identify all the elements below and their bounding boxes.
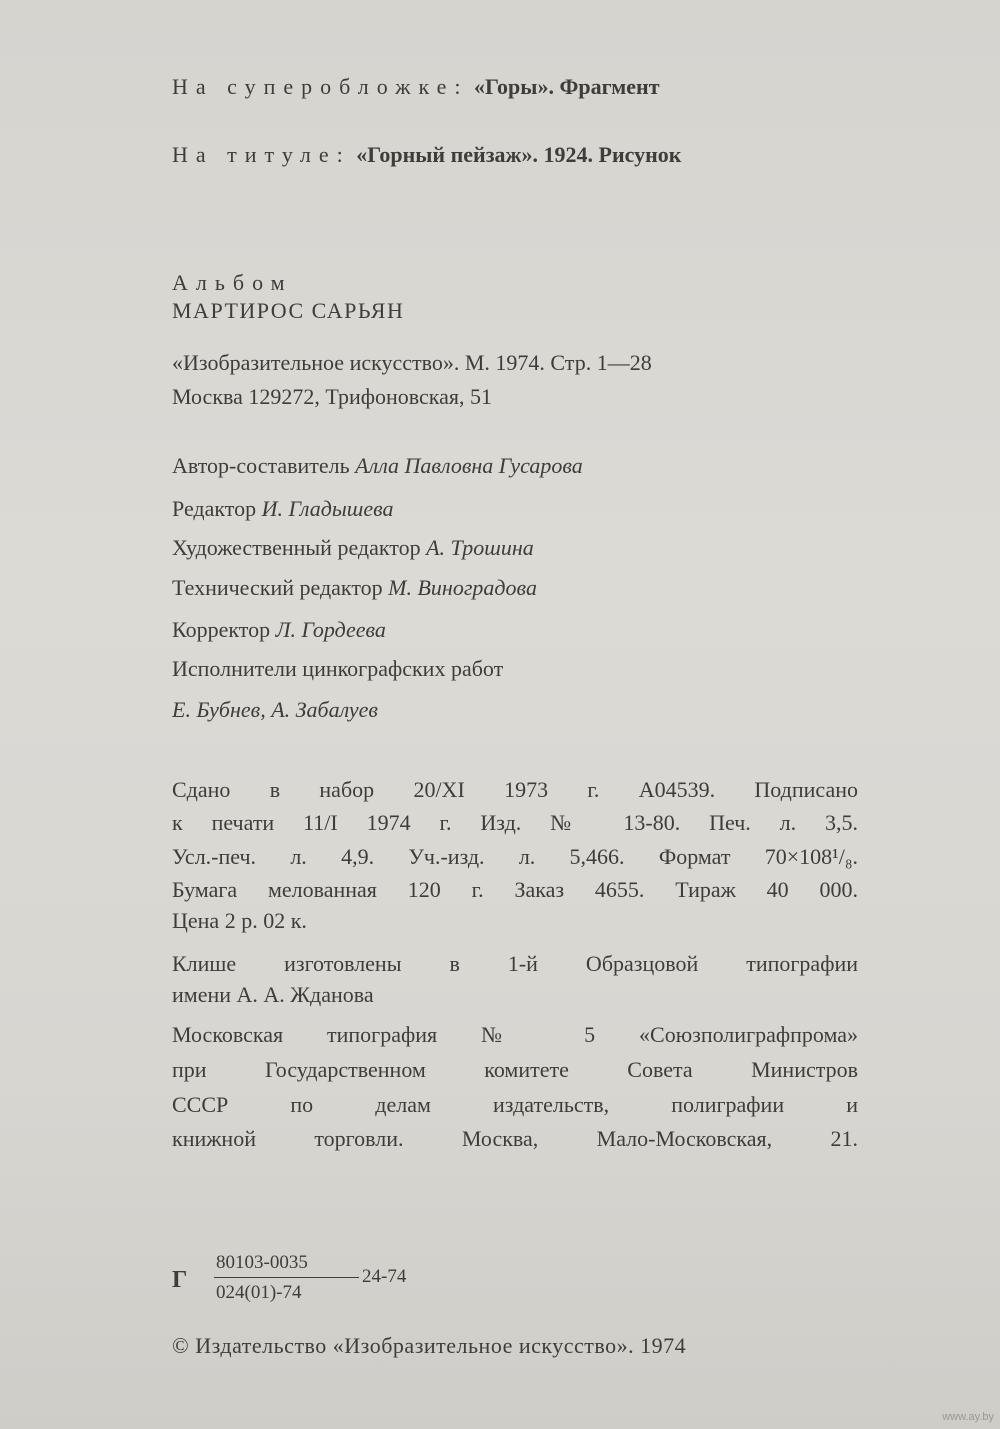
imprint-line: к печати 11/I 1974 г. Изд. № 13-80. Печ. л. 3,5. [172, 810, 858, 835]
credit-name: А. Трошина [426, 535, 534, 560]
cipher-fraction-bar [214, 1277, 359, 1278]
credit-row [172, 617, 386, 643]
publication-cipher [172, 1252, 432, 1322]
credit-row [172, 535, 534, 561]
cliche-line: Клише изготовлены в 1-й Образцовой типографии [172, 951, 858, 976]
credit-name: М. Виноградова [388, 575, 537, 600]
cover-note-label: На суперобложке: [172, 74, 469, 99]
imprint-line: Сдано в набор 20/XI 1973 г. А04539. Подписано [172, 777, 858, 802]
imprint-line: Усл.-печ. л. 4,9. Уч.-изд. л. 5,466. Формат 70×108¹/₈. [172, 844, 858, 869]
printer-line: СССР по делам издательств, полиграфии и [172, 1092, 858, 1117]
imprint-line: Бумага мелованная 120 г. Заказ 4655. Тираж 40 000. [172, 877, 858, 902]
credit-role: Редактор [172, 496, 257, 521]
album-title: МАРТИРОС САРЬЯН [172, 298, 405, 323]
credit-name: Л. Гордеева [275, 617, 386, 642]
title-note [172, 142, 681, 168]
cipher-numerator: 80103-0035 [216, 1252, 308, 1273]
credit-row [172, 575, 537, 601]
cipher-denominator: 024(01)-74 [216, 1282, 302, 1303]
cipher-letter: Г [172, 1267, 188, 1293]
credit-role: Корректор [172, 617, 271, 642]
imprint-line: Цена 2 р. 02 к. [172, 908, 307, 933]
cliche-line: имени А. А. Жданова [172, 982, 374, 1007]
credit-role: Исполнители цинкографских работ [172, 656, 504, 681]
credit-row [172, 453, 583, 479]
credit-name: Е. Бубнев, А. Забалуев [172, 697, 378, 722]
album-type: Альбом [172, 270, 293, 295]
publisher-line: «Изобразительное искусство». М. 1974. Стр. 1—28 [172, 350, 652, 375]
credit-row [172, 496, 394, 522]
credit-row [172, 697, 378, 723]
watermark: www.ay.by [942, 1411, 994, 1423]
printer-line: книжной торговли. Москва, Мало-Московская, 21. [172, 1126, 858, 1151]
credit-role: Технический редактор [172, 575, 383, 600]
printer-line: Московская типография № 5 «Союзполиграфпрома» [172, 1022, 858, 1047]
cover-note [172, 74, 660, 100]
address-line: Москва 129272, Трифоновская, 51 [172, 384, 493, 409]
title-note-value: «Горный пейзаж». 1924. Рисунок [356, 142, 682, 167]
copyright-line: © Издательство «Изобразительное искусство». 1974 [172, 1333, 687, 1358]
title-note-label: На титуле: [172, 142, 351, 167]
credit-name: Алла Павловна Гусарова [355, 453, 583, 478]
credit-role: Автор-составитель [172, 453, 350, 478]
credit-name: И. Гладышева [261, 496, 394, 521]
credit-role: Художественный редактор [172, 535, 421, 560]
cipher-index: 24-74 [362, 1266, 407, 1287]
cover-note-value: «Горы». Фрагмент [473, 74, 660, 99]
printer-line: при Государственном комитете Совета Министров [172, 1057, 858, 1082]
credit-row [172, 656, 503, 682]
